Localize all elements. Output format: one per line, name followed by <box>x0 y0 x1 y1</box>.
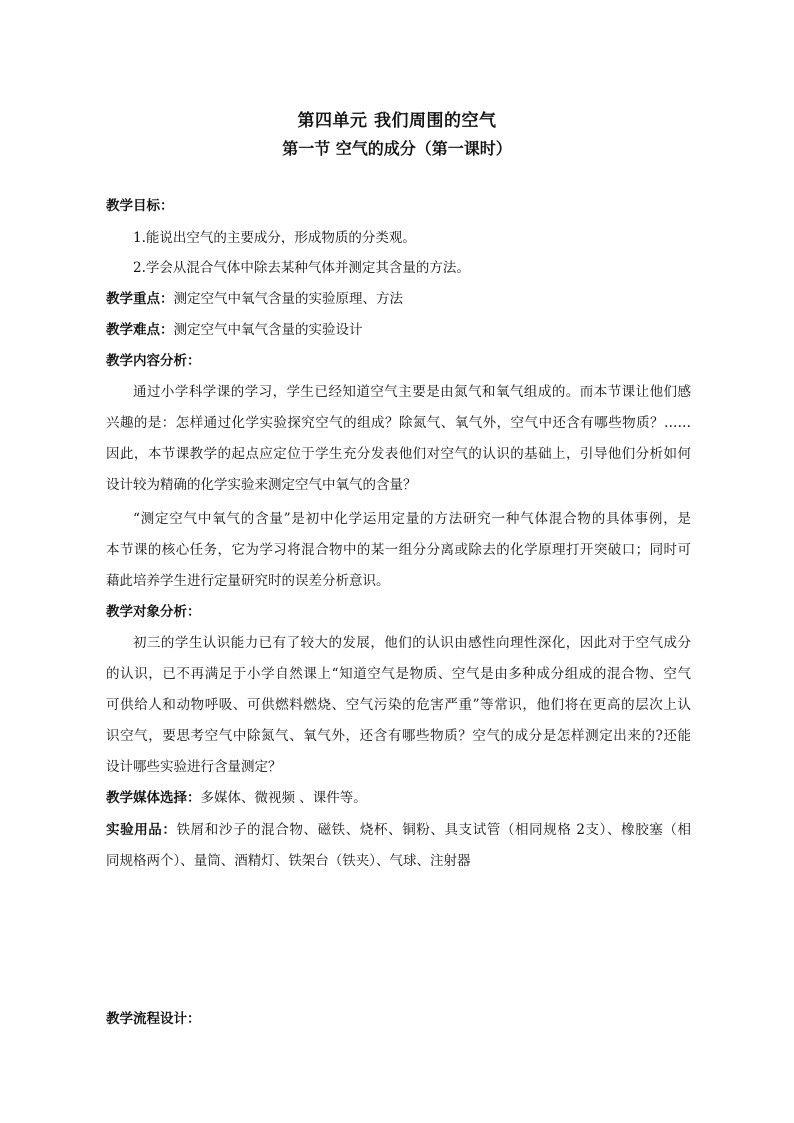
content-p2-line: “测定空气中氧气的含量”是初中化学运用定量的方法研究一种气体混合物的具体事例，是 <box>133 511 691 527</box>
student-analysis-heading: 教学对象分析： <box>106 604 201 620</box>
key-point-text: 测定空气中氧气含量的实验原理、方法 <box>173 291 403 307</box>
media-heading: 教学媒体选择： <box>106 790 201 806</box>
objective-item-2: 2.学会从混合气体中除去某种气体并测定其含量的方法。 <box>133 260 470 276</box>
materials-row <box>106 822 691 838</box>
student-analysis-line: 识空气，要思考空气中除氮气、氧气外，还含有哪些物质？空气的成分是怎样测定出来的?还能 <box>106 728 691 744</box>
student-analysis-line: 初三的学生认识能力已有了较大的发展，他们的认识由感性向理性深化，因此对于空气成分 <box>133 635 691 651</box>
media-text: 多媒体、微视频 、课件等。 <box>200 790 367 806</box>
student-analysis-line: 设计哪些实验进行含量测定？ <box>106 759 282 775</box>
content-p2-line: 本节课的核心任务，它为学习将混合物中的某一组分分离或除去的化学原理打开突破口；同时可 <box>106 542 691 558</box>
objectives-heading: 教学目标： <box>106 198 174 214</box>
materials-text-2: 同规格两个）、量筒、酒精灯、铁架台（铁夹）、气球、注射器 <box>106 853 471 869</box>
objective-item-1: 1.能说出空气的主要成分，形成物质的分类观。 <box>133 230 416 246</box>
content-p1-line: 因此，本节课教学的起点应定位于学生充分发表他们对空气的认识的基础上，引导他们分析如何 <box>106 446 691 462</box>
key-point-row <box>106 291 691 307</box>
materials-heading: 实验用品： <box>106 822 177 838</box>
unit-title: 第四单元 我们周围的空气 <box>297 111 497 131</box>
section-title: 第一节 空气的成分（第一课时） <box>282 139 512 158</box>
content-p1-line: 兴趣的是：怎样通过化学实验探究空气的组成？除氮气、氧气外，空气中还含有哪些物质？…… <box>106 415 691 431</box>
difficulty-heading: 教学难点： <box>106 322 174 338</box>
media-row <box>106 790 691 806</box>
difficulty-text: 测定空气中氧气含量的实验设计 <box>173 322 363 338</box>
content-p2-line: 藉此培养学生进行定量研究时的误差分析意识。 <box>106 573 390 589</box>
flow-heading: 教学流程设计： <box>106 1011 201 1027</box>
content-p1-line: 通过小学科学课的学习，学生已经知道空气主要是由氮气和氧气组成的。而本节课让他们感 <box>133 384 691 400</box>
difficulty-row <box>106 322 691 338</box>
key-point-heading: 教学重点： <box>106 291 174 307</box>
student-analysis-line: 的认识，已不再满足于小学自然课上“知道空气是物质、空气是由多种成分组成的混合物、空气 <box>106 666 691 682</box>
content-p1-line: 设计较为精确的化学实验来测定空气中氧气的含量？ <box>106 477 417 493</box>
content-analysis-heading: 教学内容分析： <box>106 353 201 369</box>
student-analysis-line: 可供给人和动物呼吸、可供燃料燃烧、空气污染的危害严重”等常识，他们将在更高的层次上认 <box>106 697 691 713</box>
materials-text-1: 铁屑和沙子的混合物、磁铁、烧杯、铜粉、具支试管（相同规格 2支）、橡胶塞（相 <box>176 822 691 838</box>
